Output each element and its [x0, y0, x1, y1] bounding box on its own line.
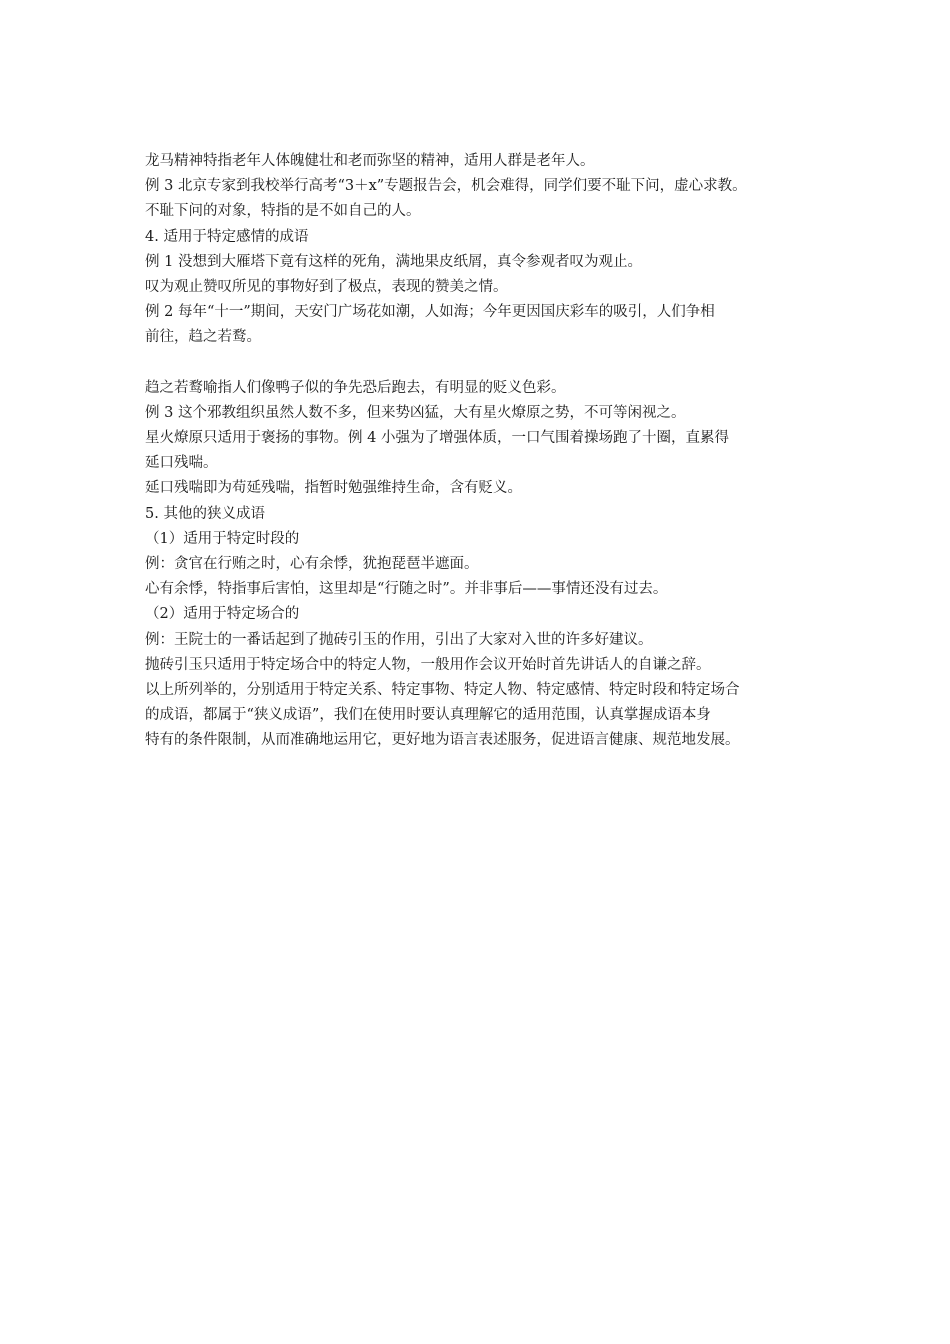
- text-line: 例：贪官在行贿之时，心有余悸，犹抱琵琶半遮面。: [145, 556, 479, 572]
- subsection-heading: （2）适用于特定场合的: [145, 606, 300, 623]
- blank-line: [145, 351, 815, 376]
- text-line: 例：王院士的一番话起到了抛砖引玉的作用，引出了大家对入世的许多好建议。: [145, 631, 653, 648]
- text-line: 叹为观止赞叹所见的事物好到了极点，表现的赞美之情。: [145, 278, 508, 295]
- text-line: 延口残喘即为苟延残喘，指暂时勉强维持生命，含有贬义。: [145, 480, 522, 497]
- text-line: 例 3 北京专家到我校举行高考“3＋x”专题报告会，机会难得，同学们要不耻下问，虚心求教。: [145, 178, 747, 195]
- text-line: 例 2 每年“十一”期间，天安门广场花如潮，人如海；今年更因国庆彩车的吸引，人们争相: [145, 304, 715, 321]
- document-body: [145, 149, 815, 754]
- text-line: 星火燎原只适用于褒扬的事物。例 4 小强为了增强体质，一口气围着操场跑了十圈，直累得: [145, 430, 729, 447]
- text-line: 心有余悸，特指事后害怕，这里却是“行随之时”。并非事后——事情还没有过去。: [145, 581, 668, 598]
- subsection-heading: （1）适用于特定时段的: [145, 530, 300, 547]
- section-heading: 5. 其他的狭义成语: [145, 505, 265, 522]
- text-line: 不耻下问的对象，特指的是不如自己的人。: [145, 203, 421, 220]
- text-line: 的成语，都属于“狭义成语”，我们在使用时要认真理解它的适用范围，认真掌握成语本身: [145, 707, 711, 724]
- text-line: 延口残喘。: [145, 455, 218, 472]
- section-heading: 4. 适用于特定感情的成语: [145, 228, 309, 245]
- text-line: 以上所列举的，分别适用于特定关系、特定事物、特定人物、特定感情、特定时段和特定场合: [145, 681, 740, 698]
- text-line: 龙马精神特指老年人体魄健壮和老而弥坚的精神，适用人群是老年人。: [145, 153, 595, 169]
- text-line: 趋之若鹜喻指人们像鸭子似的争先恐后跑去，有明显的贬义色彩。: [145, 379, 566, 396]
- text-line: 抛砖引玉只适用于特定场合中的特定人物，一般用作会议开始时首先讲话人的自谦之辞。: [145, 656, 711, 673]
- text-line: 例 1 没想到大雁塔下竟有这样的死角，满地果皮纸屑，真令参观者叹为观止。: [145, 253, 642, 270]
- text-line: 例 3 这个邪教组织虽然人数不多，但来势凶猛，大有星火燎原之势，不可等闲视之。: [145, 404, 686, 421]
- text-line: 前往，趋之若鹜。: [145, 329, 261, 346]
- text-line: 特有的条件限制，从而准确地运用它，更好地为语言表述服务，促进语言健康、规范地发展。: [145, 732, 740, 749]
